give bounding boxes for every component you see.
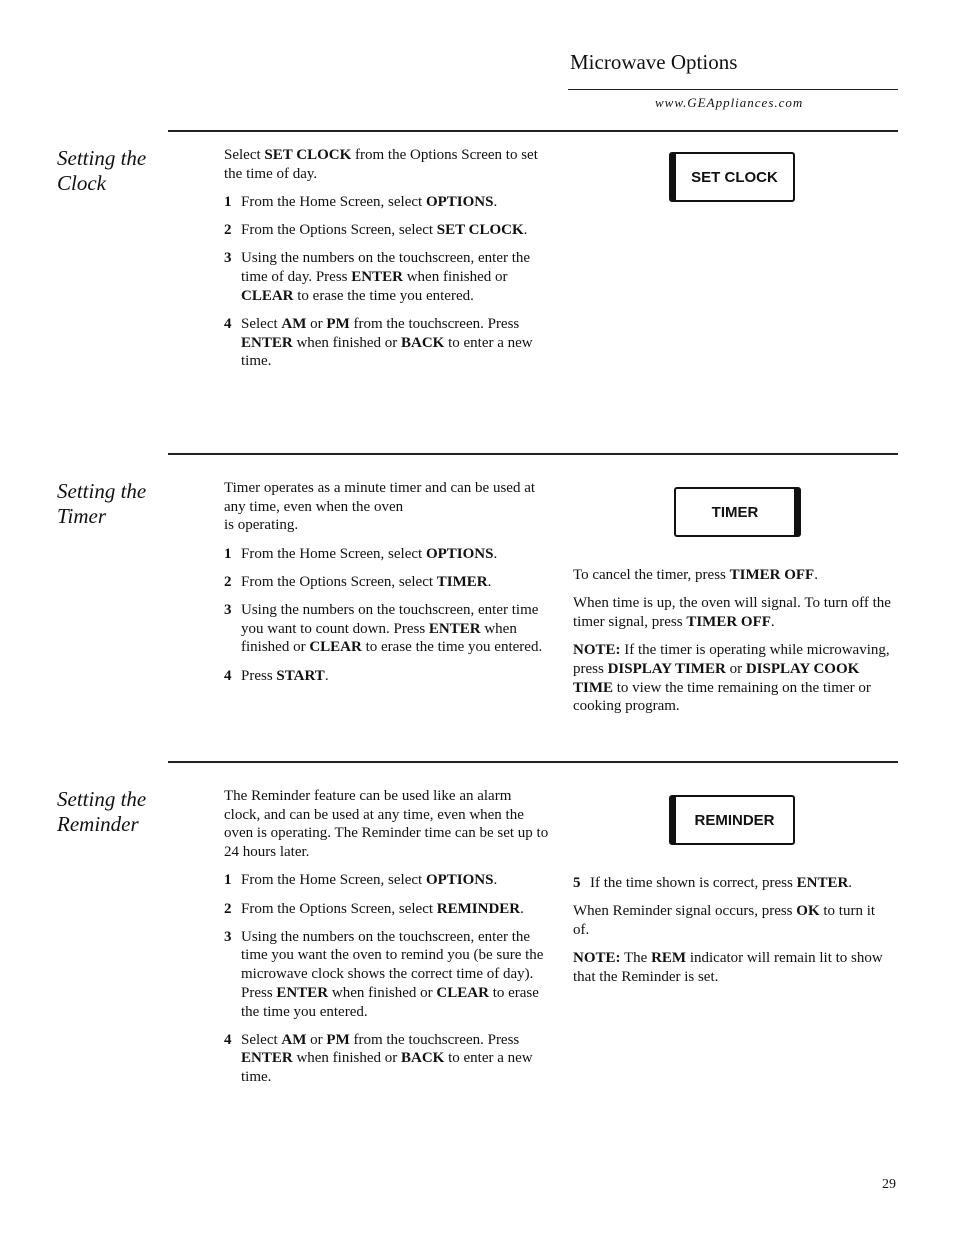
list-item: 3 Using the numbers on the touchscreen, enter the time of day. Press ENTER when finished or CLEAR to erase the time you entered.: [224, 250, 531, 304]
list-item: 2 From the Options Screen, select SET CLOCK.: [224, 222, 528, 239]
section-title-timer: Setting the Timer: [57, 479, 147, 528]
list-item: 4 Select AM or PM from the touchscreen. Press ENTER when finished or BACK to enter a new time.: [224, 1031, 533, 1086]
section-divider: [168, 761, 898, 763]
timer-signal-note: When time is up, the oven will signal. To turn off the timer signal, press TIMER OFF.: [573, 595, 891, 630]
list-item: 1 From the Home Screen, select OPTIONS.: [224, 872, 498, 889]
clock-instructions: [224, 146, 546, 381]
timer-note: NOTE: If the timer is operating while microwaving, press DISPLAY TIMER or DISPLAY COOK TIME to view the time remaining on the timer or cooking program.: [573, 642, 890, 715]
section-title-clock: Setting the Clock: [57, 146, 147, 195]
header-url: www.GEAppliances.com: [655, 95, 804, 110]
reminder-notes: [573, 874, 893, 996]
list-item: 1 From the Home Screen, select OPTIONS.: [224, 545, 498, 562]
timer-cancel-note: To cancel the timer, press TIMER OFF.: [573, 567, 818, 583]
list-item: 5 If the time shown is correct, press ENTER.: [573, 875, 853, 891]
clock-intro: Select SET CLOCK from the Options Screen to set the time of day.: [224, 147, 538, 182]
section-divider: [168, 453, 898, 455]
timer-instructions: [224, 479, 546, 695]
list-item: 4 Press START.: [224, 667, 329, 684]
reminder-instructions: [224, 787, 549, 1096]
reminder-note: NOTE: The REM indicator will remain lit to show that the Reminder is set.: [573, 950, 883, 985]
timer-intro: Timer operates as a minute timer and can be used at any time, even when the oven is operating.: [224, 480, 536, 534]
timer-button[interactable]: TIMER: [674, 487, 801, 537]
list-item: 2 From the Options Screen, select REMINDER.: [224, 900, 524, 917]
page-number: 29: [882, 1177, 896, 1192]
list-item: 3 Using the numbers on the touchscreen, enter time you want to count down. Press ENTER when finished or CLEAR to erase the time you entered.: [224, 602, 543, 656]
set-clock-button[interactable]: SET CLOCK: [669, 152, 795, 202]
list-item: 4 Select AM or PM from the touchscreen. Press ENTER when finished or BACK to enter a new time.: [224, 315, 533, 370]
page-header-title: Microwave Options: [570, 50, 738, 74]
list-item: 3 Using the numbers on the touchscreen, enter the time you want the oven to remind you (be sure the microwave clock shows the correct time of day). Press ENTER when finished or CLEAR to erase the time you entered.: [224, 928, 544, 1020]
section-divider: [168, 130, 898, 132]
reminder-signal-note: When Reminder signal occurs, press OK to turn it of.: [573, 903, 876, 938]
timer-notes: [573, 566, 893, 725]
reminder-button[interactable]: REMINDER: [669, 795, 795, 845]
section-title-reminder: Setting the Reminder: [57, 787, 147, 836]
list-item: 1 From the Home Screen, select OPTIONS.: [224, 193, 498, 210]
header-divider: [568, 89, 898, 90]
list-item: 2 From the Options Screen, select TIMER.: [224, 573, 492, 590]
reminder-intro: The Reminder feature can be used like an alarm clock, and can be used at any time, even when the oven is operating. The Reminder time can be set up to 24 hours later.: [224, 788, 549, 861]
